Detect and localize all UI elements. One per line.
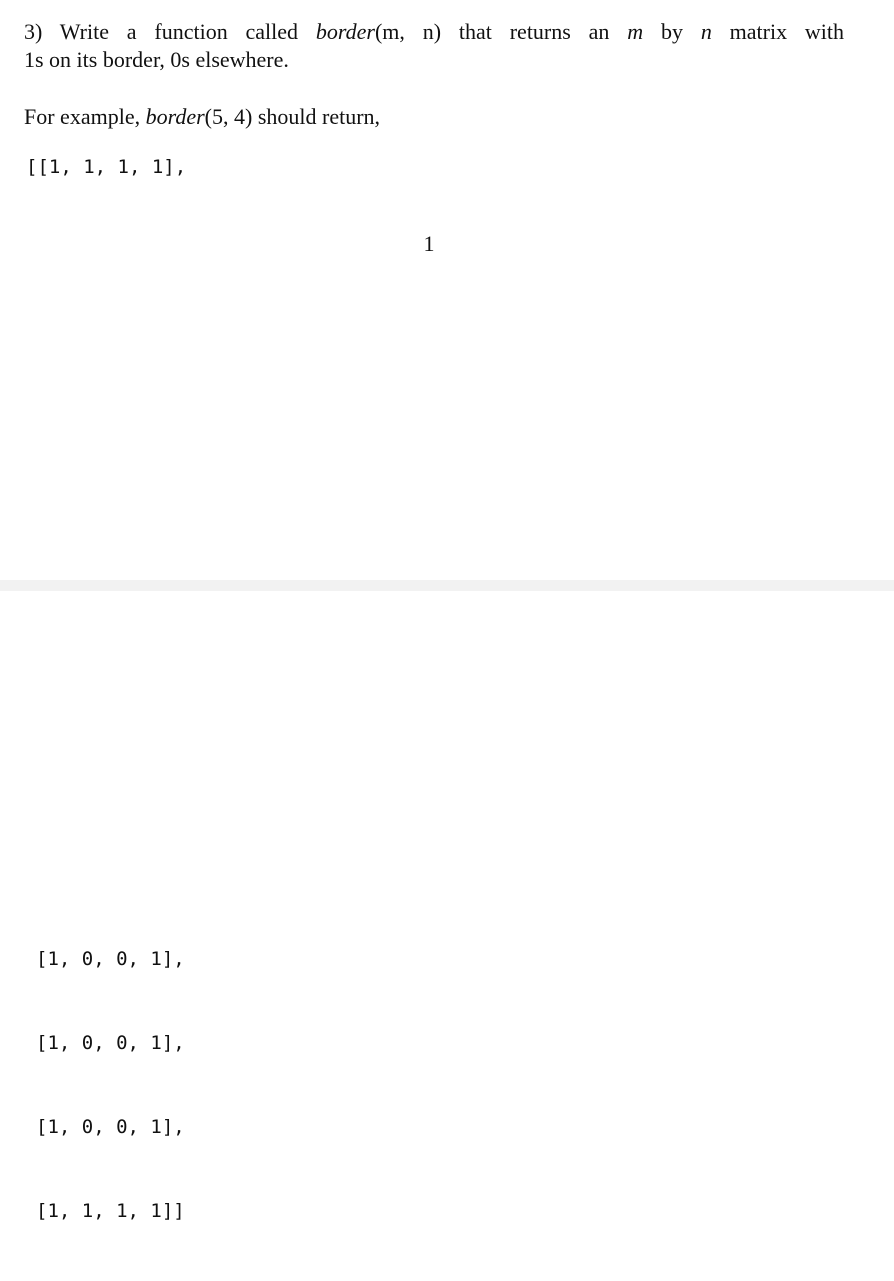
code-row: [1, 1, 1, 1]]	[36, 1200, 185, 1222]
page-separator	[0, 580, 894, 591]
example-function-name: border	[145, 104, 205, 129]
code-continuation	[36, 889, 185, 1281]
document-page-1	[0, 0, 894, 580]
example-tail: should return,	[252, 104, 381, 129]
question-line-1	[24, 18, 844, 46]
question-line-2: 1s on its border, 0s elsewhere.	[24, 47, 289, 72]
document-page-2	[0, 591, 894, 1222]
question-by: by	[643, 19, 701, 44]
question-mid: that returns an	[441, 19, 628, 44]
question-intro: 3) Write a function called	[24, 19, 316, 44]
example-args: (5, 4)	[204, 104, 253, 129]
code-first-line: [[1, 1, 1, 1],	[26, 156, 187, 178]
example-line	[24, 103, 844, 131]
function-name: border	[315, 19, 375, 44]
var-m: m	[627, 19, 644, 44]
page-number: 1	[423, 231, 435, 256]
question-tail: matrix with	[711, 19, 845, 44]
code-row: [1, 0, 0, 1],	[36, 948, 185, 970]
example-intro: For example,	[24, 104, 146, 129]
code-row: [1, 0, 0, 1],	[36, 1032, 185, 1054]
var-n: n	[700, 19, 712, 44]
function-args: (m, n)	[374, 19, 442, 44]
code-row: [1, 0, 0, 1],	[36, 1116, 185, 1138]
